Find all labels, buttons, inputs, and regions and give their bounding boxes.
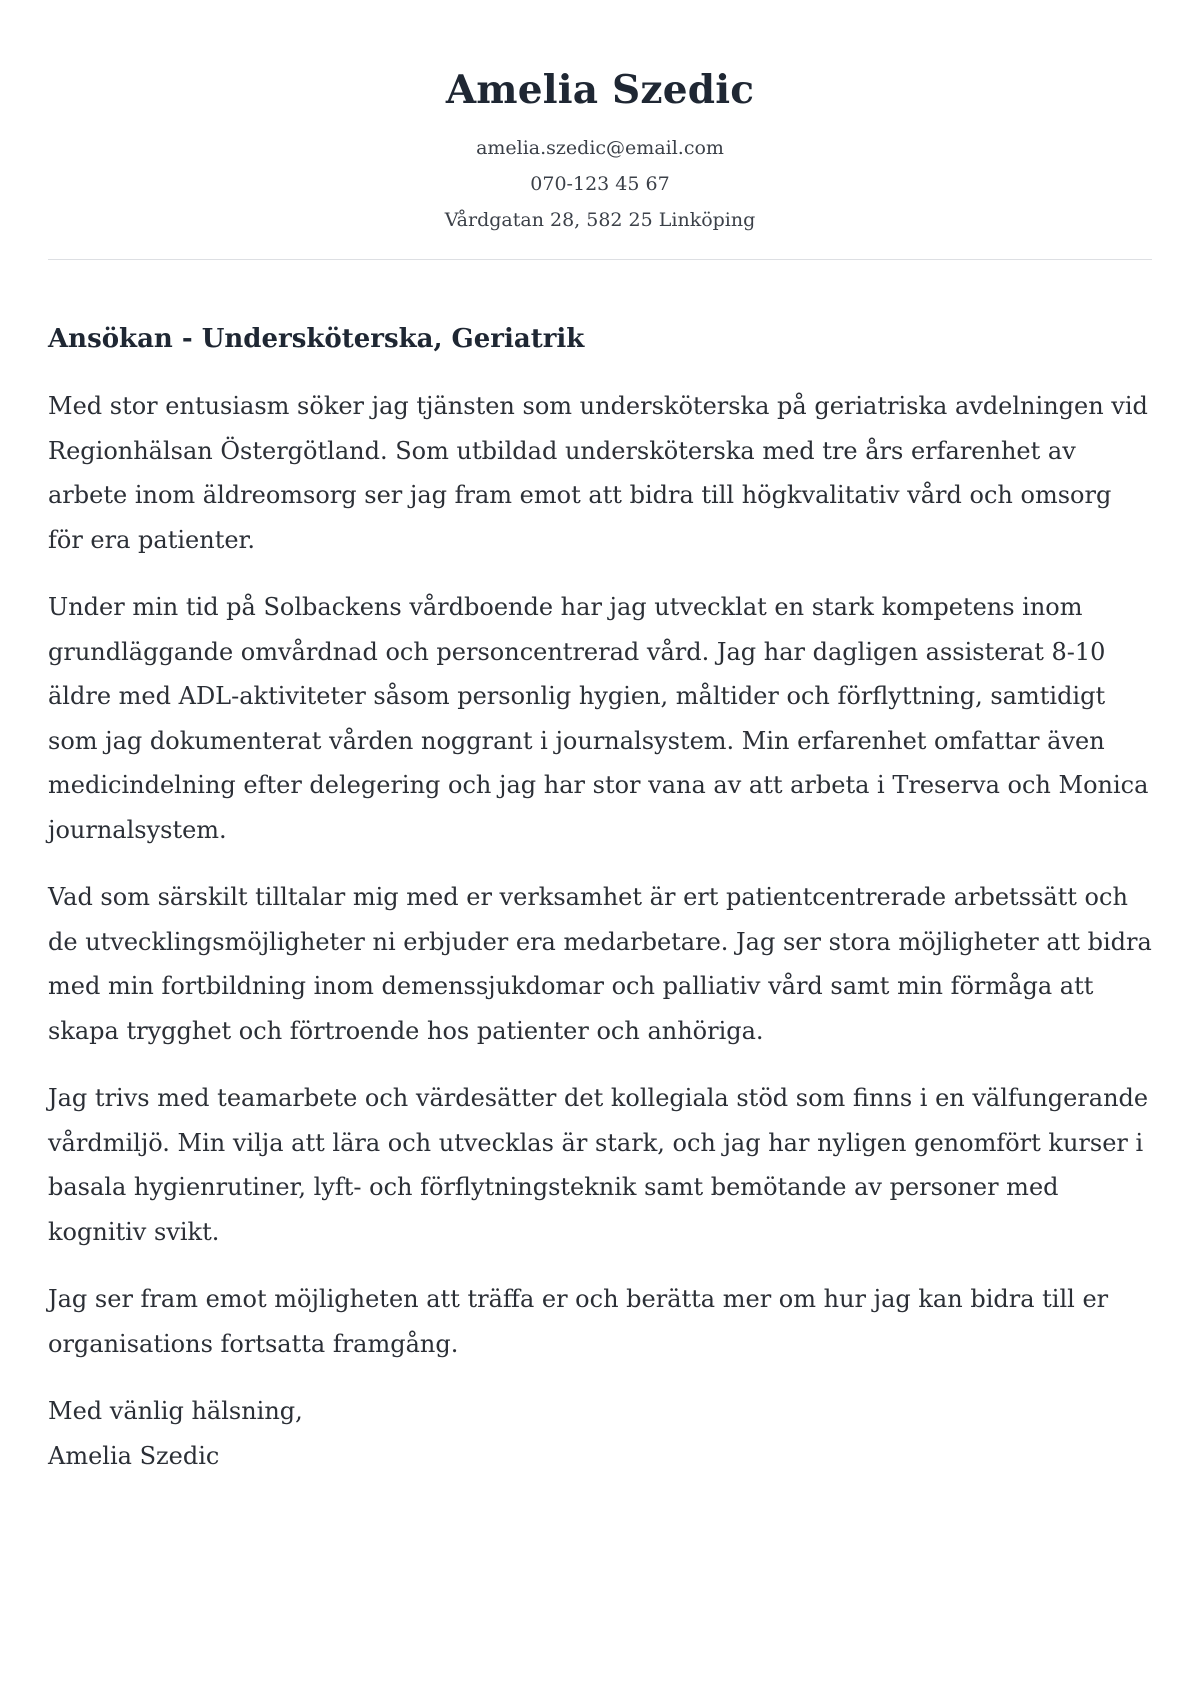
letter-header bbox=[48, 0, 1152, 238]
letter-paragraph-1: Med stor entusiasm söker jag tjänsten som undersköterska på geriatriska avdelningen vid Regionhälsan Östergötland. Som utbildad undersköterska med tre års erfarenhet av arbete inom äldreomsorg ser jag fram emot att bidra till högkvalitativ vård och omsorg för era patienter. bbox=[48, 392, 1148, 554]
letter-paragraph-3: Vad som särskilt tilltalar mig med er verksamhet är ert patientcentrerade arbetssätt och de utvecklingsmöjligheter ni erbjuder era medarbetare. Jag ser stora möjligheter att bidra med min fortbildning inom demenssjukdomar och palliativ vård samt min förmåga att skapa trygghet och förtroende hos patienter och anhöriga. bbox=[48, 883, 1152, 1045]
letter-subject: Ansökan - Undersköterska, Geriatrik bbox=[48, 324, 585, 354]
applicant-name: Amelia Szedic bbox=[445, 67, 755, 113]
header-divider bbox=[48, 259, 1152, 260]
letter-paragraph-5: Jag ser fram emot möjligheten att träffa er och berätta mer om hur jag kan bidra till er organisations fortsatta framgång. bbox=[48, 1285, 1109, 1358]
letter-signature: Amelia Szedic bbox=[48, 1441, 220, 1470]
contact-address: Vårdgatan 28, 582 25 Linköping bbox=[444, 209, 756, 231]
contact-email: amelia.szedic@email.com bbox=[476, 137, 724, 159]
letter-closing: Med vänlig hälsning, bbox=[48, 1397, 303, 1425]
letter-body bbox=[48, 384, 1152, 1478]
letter-paragraph-4: Jag trivs med teamarbete och värdesätter det kollegiala stöd som finns i en välfungerande vårdmiljö. Min vilja att lära och utvecklas är stark, och jag har nyligen genomfört kurser i basala hygienrutiner, lyft- och förflytningsteknik samt bemötande av personer med kognitiv svikt. bbox=[48, 1084, 1149, 1246]
letter-paragraph-2: Under min tid på Solbackens vårdboende har jag utvecklat en stark kompetens inom grundläggande omvårdnad och personcentrerad vård. Jag har dagligen assisterat 8-10 äldre med ADL-aktiviteter såsom personlig hygien, måltider och förflyttning, samtidigt som jag dokumenterat vården noggrant i journalsystem. Min erfarenhet omfattar även medicindelning efter delegering och jag har stor vana av att arbeta i Treserva och Monica journalsystem. bbox=[48, 593, 1149, 844]
contact-phone: 070-123 45 67 bbox=[530, 173, 670, 195]
